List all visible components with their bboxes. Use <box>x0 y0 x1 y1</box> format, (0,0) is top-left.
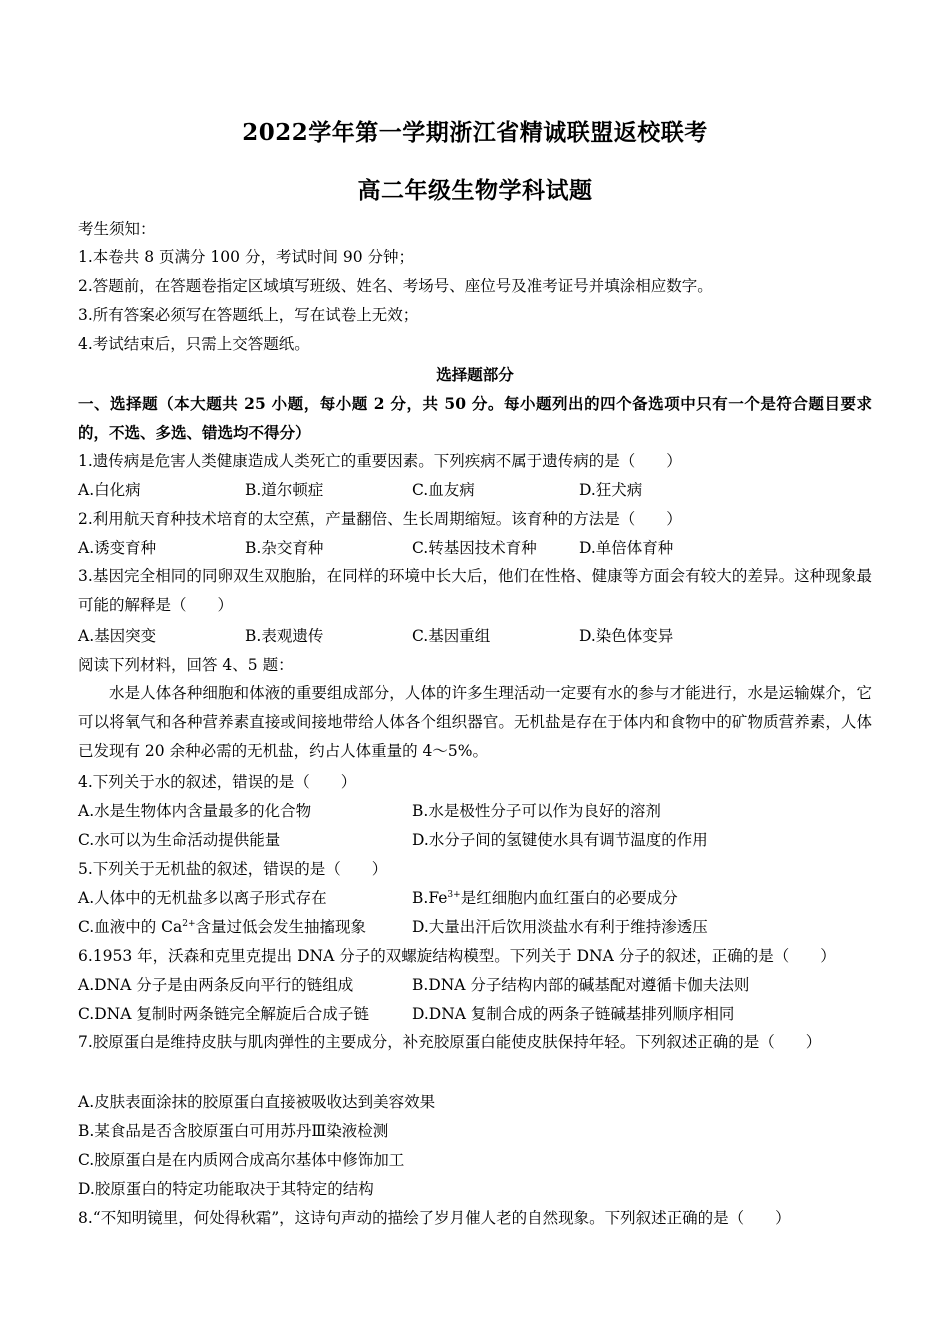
question-6-option-c: C.DNA 复制时两条链完全解旋后合成子链 <box>78 1005 369 1023</box>
notice-item: 4.考试结束后，只需上交答题纸。 <box>78 335 310 353</box>
notice-item: 2.答题前，在答题卷指定区域填写班级、姓名、考场号、座位号及准考证号并填涂相应数字。 <box>78 277 713 295</box>
section-title: 选择题部分 <box>436 365 514 384</box>
question-6-option-a: A.DNA 分子是由两条反向平行的链组成 <box>78 976 354 994</box>
question-7-stem: 7.胶原蛋白是维持皮肤与肌肉弹性的主要成分，补充胶原蛋白能使皮肤保持年轻。下列叙述正确的是（ ） <box>78 1033 822 1051</box>
question-7-option-c: C.胶原蛋白是在内质网合成高尔基体中修饰加工 <box>78 1151 405 1169</box>
question-1-option-b: B.道尔顿症 <box>245 481 324 499</box>
question-2-option-d: D.单倍体育种 <box>579 539 674 557</box>
question-7-option-d: D.胶原蛋白的特定功能取决于其特定的结构 <box>78 1180 374 1198</box>
question-5-option-c: C.血液中的 $Ca^{2+}$含量过低会发生抽搐现象 <box>78 918 367 936</box>
section-instruction: 一、选择题（本大题共 25 小题，每小题 2 分，共 50 分。每小题列出的四个备选项中只有一个是符合题目要求的，不选、多选、错选均不得分） <box>78 394 872 442</box>
question-6-option-d: D.DNA 复制合成的两条子链碱基排列顺序相同 <box>412 1005 735 1023</box>
question-2-option-a: A.诱变育种 <box>78 539 157 557</box>
question-7-option-b: B.某食品是否含胶原蛋白可用苏丹Ⅲ染液检测 <box>78 1122 389 1140</box>
question-4-stem: 4.下列关于水的叙述，错误的是（ ） <box>78 773 357 791</box>
question-1-stem: 1.遗传病是危害人类健康造成人类死亡的重要因素。下列疾病不属于遗传病的是（ ） <box>78 452 682 470</box>
question-7-option-a: A.皮肤表面涂抹的胶原蛋白直接被吸收达到美容效果 <box>78 1093 436 1111</box>
question-2-option-c: C.转基因技术育种 <box>412 539 537 557</box>
question-3-option-d: D.染色体变异 <box>579 627 674 645</box>
notice-heading: 考生须知： <box>78 220 156 238</box>
reading-passage: 水是人体各种细胞和体液的重要组成部分，人体的许多生理活动一定要有水的参与才能进行，水是运输媒介，它可以将氧气和各种营养素直接或间接地带给人体各个组织器官。无机盐是存在于体内和食物中的矿物质营养素，人体已发现有 20 余种必需的无机盐，约占人体重量的 4～5%。 <box>78 684 872 760</box>
question-4-option-a: A.水是生物体内含量最多的化合物 <box>78 802 312 820</box>
question-1-option-c: C.血友病 <box>412 481 475 499</box>
question-8-stem: 8.“不知明镜里，何处得秋霜”，这诗句声动的描绘了岁月催人老的自然现象。下列叙述正确的是（ ） <box>78 1209 791 1227</box>
question-5-stem: 5.下列关于无机盐的叙述，错误的是（ ） <box>78 860 388 878</box>
notice-item: 1.本卷共 8 页满分 100 分，考试时间 90 分钟； <box>78 248 415 266</box>
reading-intro: 阅读下列材料，回答 4、5 题： <box>78 656 294 674</box>
question-5-option-a: A.人体中的无机盐多以离子形式存在 <box>78 889 327 907</box>
question-5-option-d: D.大量出汗后饮用淡盐水有利于维持渗透压 <box>412 918 708 936</box>
question-4-option-d: D.水分子间的氢键使水具有调节温度的作用 <box>412 831 708 849</box>
question-3-stem: 3.基因完全相同的同卵双生双胞胎，在同样的环境中长大后，他们在性格、健康等方面会有较大的差异。这种现象最可能的解释是（ ） <box>78 567 872 614</box>
question-2-stem: 2.利用航天育种技术培育的太空蕉，产量翻倍、生长周期缩短。该育种的方法是（ ） <box>78 510 682 528</box>
question-6-option-b: B.DNA 分子结构内部的碱基配对遵循卡伽夫法则 <box>412 976 750 994</box>
question-6-stem: 6.1953 年，沃森和克里克提出 DNA 分子的双螺旋结构模型。下列关于 DNA 分子的叙述，正确的是（ ） <box>78 947 836 965</box>
exam-subtitle: 高二年级生物学科试题 <box>357 177 593 204</box>
question-3-option-b: B.表观遗传 <box>245 627 324 645</box>
question-5-option-b: $B.Fe^{3+}$是红细胞内血红蛋白的必要成分 <box>412 889 678 907</box>
question-4-option-c: C.水可以为生命活动提供能量 <box>78 831 281 849</box>
notice-item: 3.所有答案必须写在答题纸上，写在试卷上无效； <box>78 306 419 324</box>
question-3-option-c: C.基因重组 <box>412 627 491 645</box>
question-1-option-d: D.狂犬病 <box>579 481 643 499</box>
question-2-option-b: B.杂交育种 <box>245 539 324 557</box>
question-1-option-a: A.白化病 <box>78 481 141 499</box>
question-3-option-a: A.基因突变 <box>78 627 157 645</box>
exam-title: 2022学年第一学期浙江省精诚联盟返校联考 <box>242 119 708 146</box>
question-4-option-b: B.水是极性分子可以作为良好的溶剂 <box>412 802 661 820</box>
